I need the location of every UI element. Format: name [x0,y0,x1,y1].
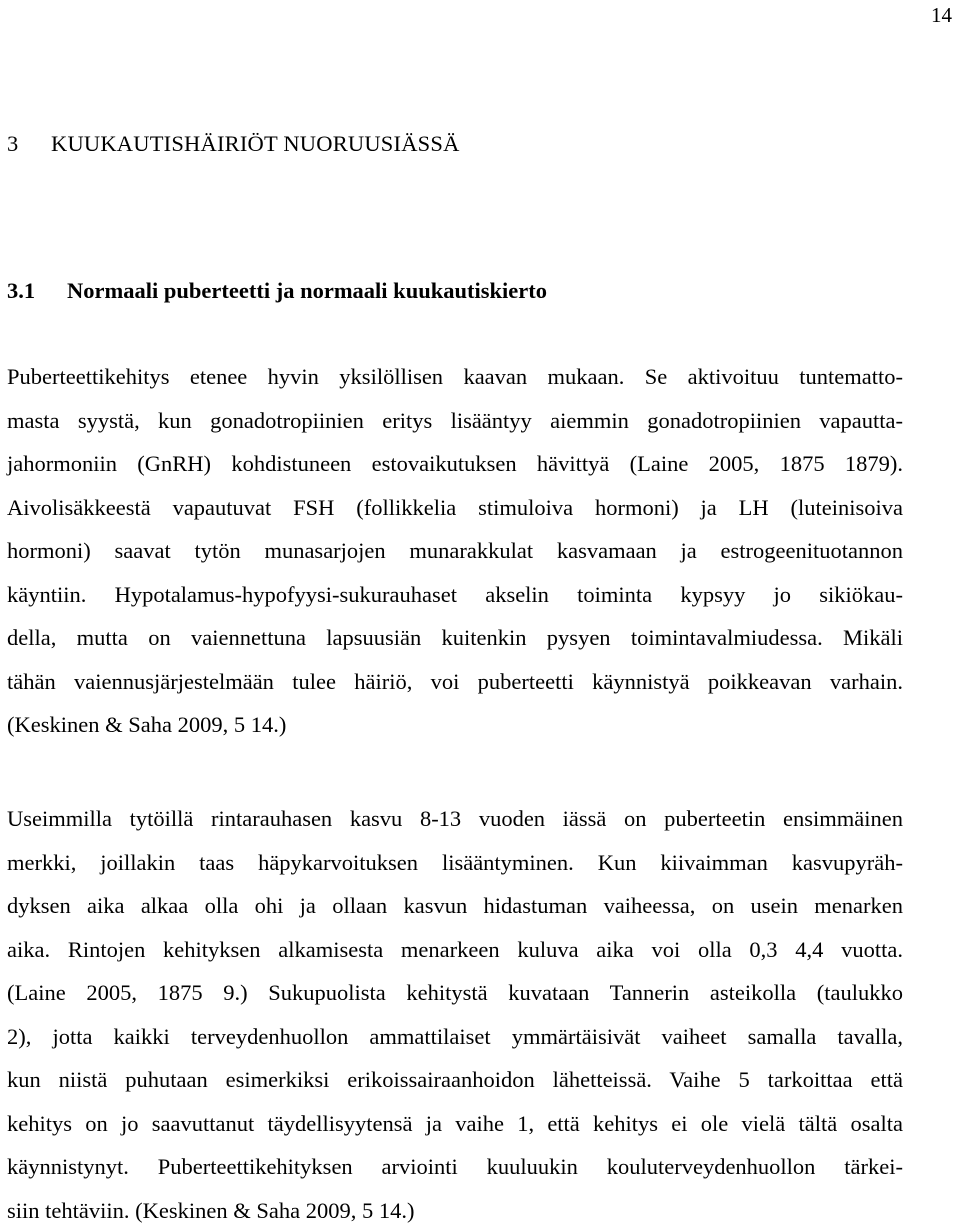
paragraph-1 [7,355,903,747]
text-line: siin tehtäviin. (Keskinen & Saha 2009, 5 14.) [7,1189,903,1232]
text-line: käynnistynyt. Puberteettikehityksen arviointi kuuluukin kouluterveydenhuollon tärkei- [7,1145,903,1189]
text-line: Aivolisäkkeestä vapautuvat FSH (follikkelia stimuloiva hormoni) ja LH (luteinisoiva [7,486,903,530]
text-line: kun niistä puhutaan esimerkiksi erikoissairaanhoidon lähetteissä. Vaihe 5 tarkoittaa että [7,1058,903,1102]
text-line: merkki, joillakin taas häpykarvoituksen lisääntyminen. Kun kiivaimman kasvupyräh- [7,841,903,885]
section-heading [7,278,547,304]
text-line: kehitys on jo saavuttanut täydellisyytensä ja vaihe 1, että kehitys ei ole vielä tältä osalta [7,1102,903,1146]
text-line: dyksen aika alkaa olla ohi ja ollaan kasvun hidastuman vaiheessa, on usein menarken [7,884,903,928]
text-line: (Laine 2005, 1875 9.) Sukupuolista kehitystä kuvataan Tannerin asteikolla (taulukko [7,971,903,1015]
section-number: 3.1 [7,278,67,304]
text-line: käyntiin. Hypotalamus-hypofyysi-sukurauhaset akselin toiminta kypsyy jo sikiökau- [7,573,903,617]
chapter-heading [7,131,460,157]
text-line: hormoni) saavat tytön munasarjojen munarakkulat kasvamaan ja estrogeenituotannon [7,529,903,573]
page-number: 14 [931,3,952,28]
paragraph-2 [7,797,903,1232]
chapter-number: 3 [7,131,51,157]
chapter-title: KUUKAUTISHÄIRIÖT NUORUUSIÄSSÄ [51,131,460,156]
section-title: Normaali puberteetti ja normaali kuukautiskierto [67,278,547,303]
text-line: aika. Rintojen kehityksen alkamisesta menarkeen kuluva aika voi olla 0,3 4,4 vuotta. [7,928,903,972]
text-line: Useimmilla tytöillä rintarauhasen kasvu 8-13 vuoden iässä on puberteetin ensimmäinen [7,797,903,841]
text-line: masta syystä, kun gonadotropiinien eritys lisääntyy aiemmin gonadotropiinien vapautta- [7,399,903,443]
text-line: 2), jotta kaikki terveydenhuollon ammattilaiset ymmärtäisivät vaiheet samalla tavalla, [7,1015,903,1059]
text-line: della, mutta on vaiennettuna lapsuusiän kuitenkin pysyen toimintavalmiudessa. Mikäli [7,616,903,660]
text-line: jahormoniin (GnRH) kohdistuneen estovaikutuksen hävittyä (Laine 2005, 1875 1879). [7,442,903,486]
text-line: Puberteettikehitys etenee hyvin yksilöllisen kaavan mukaan. Se aktivoituu tuntematto- [7,355,903,399]
text-line: (Keskinen & Saha 2009, 5 14.) [7,703,903,747]
text-line: tähän vaiennusjärjestelmään tulee häiriö, voi puberteetti käynnistyä poikkeavan varhain. [7,660,903,704]
